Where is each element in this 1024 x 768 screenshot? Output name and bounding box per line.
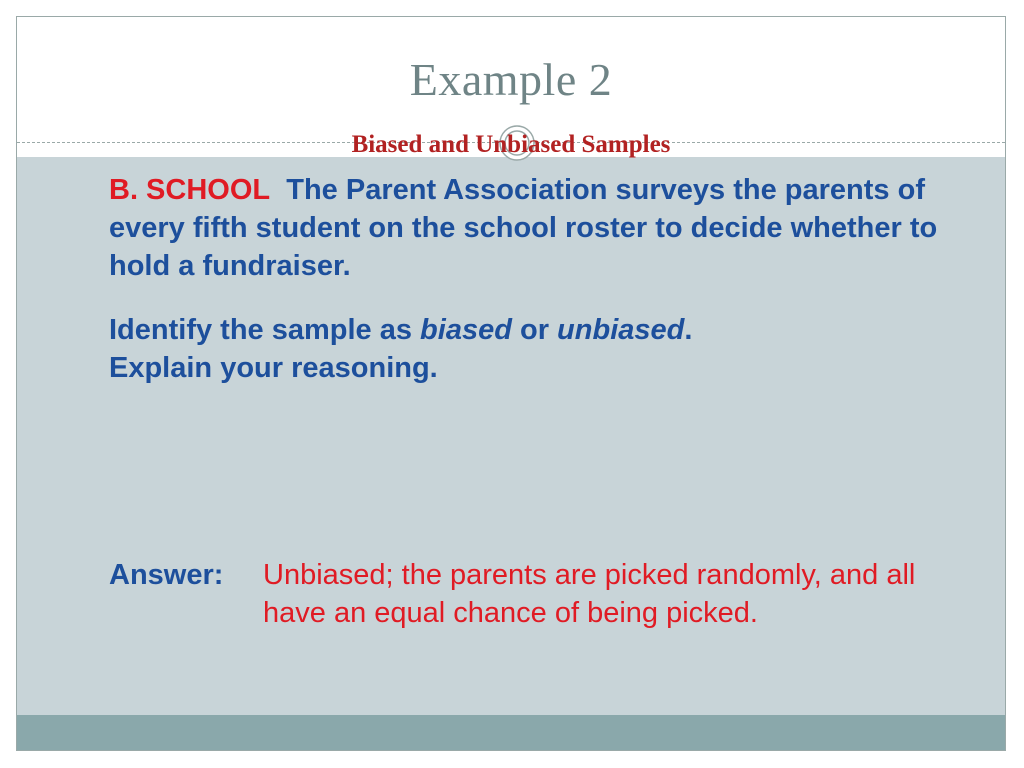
question-prompt [109,311,949,387]
slide-subtitle: Biased and Unbiased Samples [351,131,671,158]
answer-text: Unbiased; the parents are picked randomly, and all have an equal chance of being picked. [263,559,916,629]
prompt-or: or [511,314,558,346]
problem-statement [109,171,949,285]
prompt-end: . [684,314,693,346]
slide-frame [16,16,1006,751]
problem-label: B. SCHOOL [109,174,271,206]
answer-label: Answer: [109,559,224,591]
problem-text: The Parent Association surveys the parents of every fifth student on the school roster to decide whether to hold a fundraiser. [109,174,938,282]
prompt-line2: Explain your reasoning. [109,352,438,384]
prompt-biased: biased [420,314,512,346]
prompt-part1: Identify the sample as [109,314,421,346]
prompt-unbiased: unbiased [557,314,685,346]
bottom-bar [17,715,1005,751]
slide-title: Example 2 [409,54,613,105]
